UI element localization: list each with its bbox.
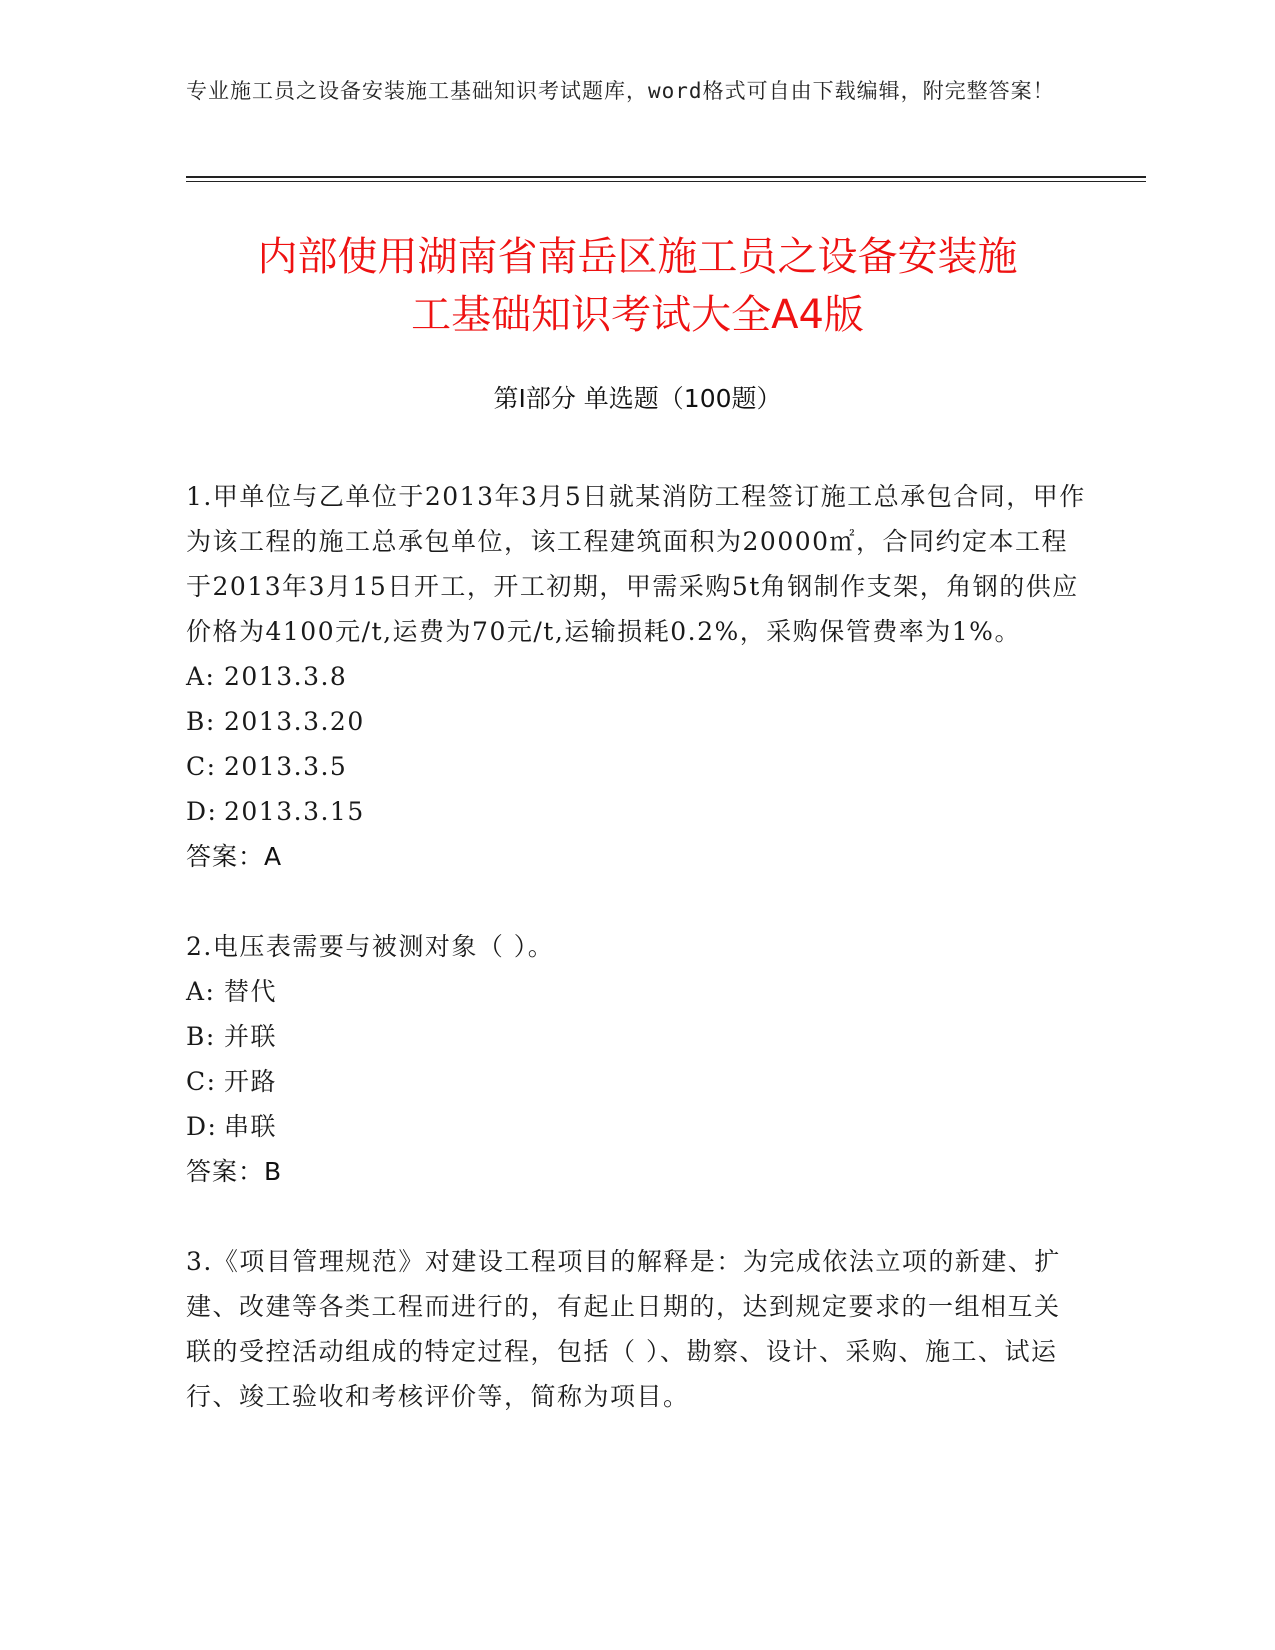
- option-d: [186, 789, 1086, 834]
- option-label: A:: [186, 977, 216, 1006]
- section-title: 第Ⅰ部分 单选题（100题）: [493, 384, 782, 413]
- header-divider-thin: [186, 181, 1146, 182]
- answer-line: [186, 1149, 1086, 1194]
- option-label: D:: [186, 1112, 218, 1141]
- option-label: C:: [186, 752, 217, 781]
- option-label: C:: [186, 1067, 217, 1096]
- header-note: 专业施工员之设备安装施工基础知识考试题库，word格式可自由下载编辑，附完整答案！: [186, 79, 1055, 103]
- question-1: [186, 474, 1086, 879]
- question-3: [186, 1239, 1086, 1419]
- document-title-line-1: 内部使用湖南省南岳区施工员之设备安装施: [257, 234, 1018, 280]
- option-label: B:: [186, 707, 216, 736]
- option-text: 开路: [224, 1067, 278, 1096]
- answer-line: [186, 834, 1086, 879]
- option-text: 2013.3.20: [224, 707, 365, 736]
- question-text: 2.电压表需要与被测对象（ ）。: [186, 932, 555, 961]
- option-label: D:: [186, 797, 218, 826]
- question-list: [186, 474, 1086, 1464]
- option-d: [186, 1104, 1086, 1149]
- answer-value: A: [264, 842, 283, 871]
- option-a: [186, 654, 1086, 699]
- question-2: [186, 924, 1086, 1194]
- answer-value: B: [264, 1157, 283, 1186]
- option-c: [186, 744, 1086, 789]
- option-text: 2013.3.8: [224, 662, 348, 691]
- answer-prefix: 答案：: [186, 842, 265, 871]
- option-label: A:: [186, 662, 216, 691]
- header-divider-thick: [186, 176, 1146, 178]
- option-text: 并联: [224, 1022, 278, 1051]
- option-b: [186, 1014, 1086, 1059]
- option-a: [186, 969, 1086, 1014]
- option-b: [186, 699, 1086, 744]
- question-text: 3.《项目管理规范》对建设工程项目的解释是：为完成依法立项的新建、扩建、改建等各类工程而进行的，有起止日期的，达到规定要求的一组相互关联的受控活动组成的特定过程，包括（ ）、勘察、设计、采购、施工、试运行、竣工验收和考核评价等，简称为项目。: [186, 1247, 1061, 1411]
- document-title: [150, 228, 1125, 344]
- option-text: 串联: [224, 1112, 278, 1141]
- option-label: B:: [186, 1022, 216, 1051]
- option-c: [186, 1059, 1086, 1104]
- document-title-line-2: 工基础知识考试大全A4版: [411, 292, 864, 338]
- answer-prefix: 答案：: [186, 1157, 265, 1186]
- option-text: 替代: [224, 977, 278, 1006]
- option-text: 2013.3.5: [224, 752, 348, 781]
- option-text: 2013.3.15: [224, 797, 365, 826]
- question-text: 1.甲单位与乙单位于2013年3月5日就某消防工程签订施工总承包合同，甲作为该工程的施工总承包单位，该工程建筑面积为20000㎡，合同约定本工程于2013年3月15日开工，开工初期，甲需采购5t角钢制作支架，角钢的供应价格为4100元/t,运费为70元/t,运输损耗0.2%，采购保管费率为1%。: [186, 482, 1086, 646]
